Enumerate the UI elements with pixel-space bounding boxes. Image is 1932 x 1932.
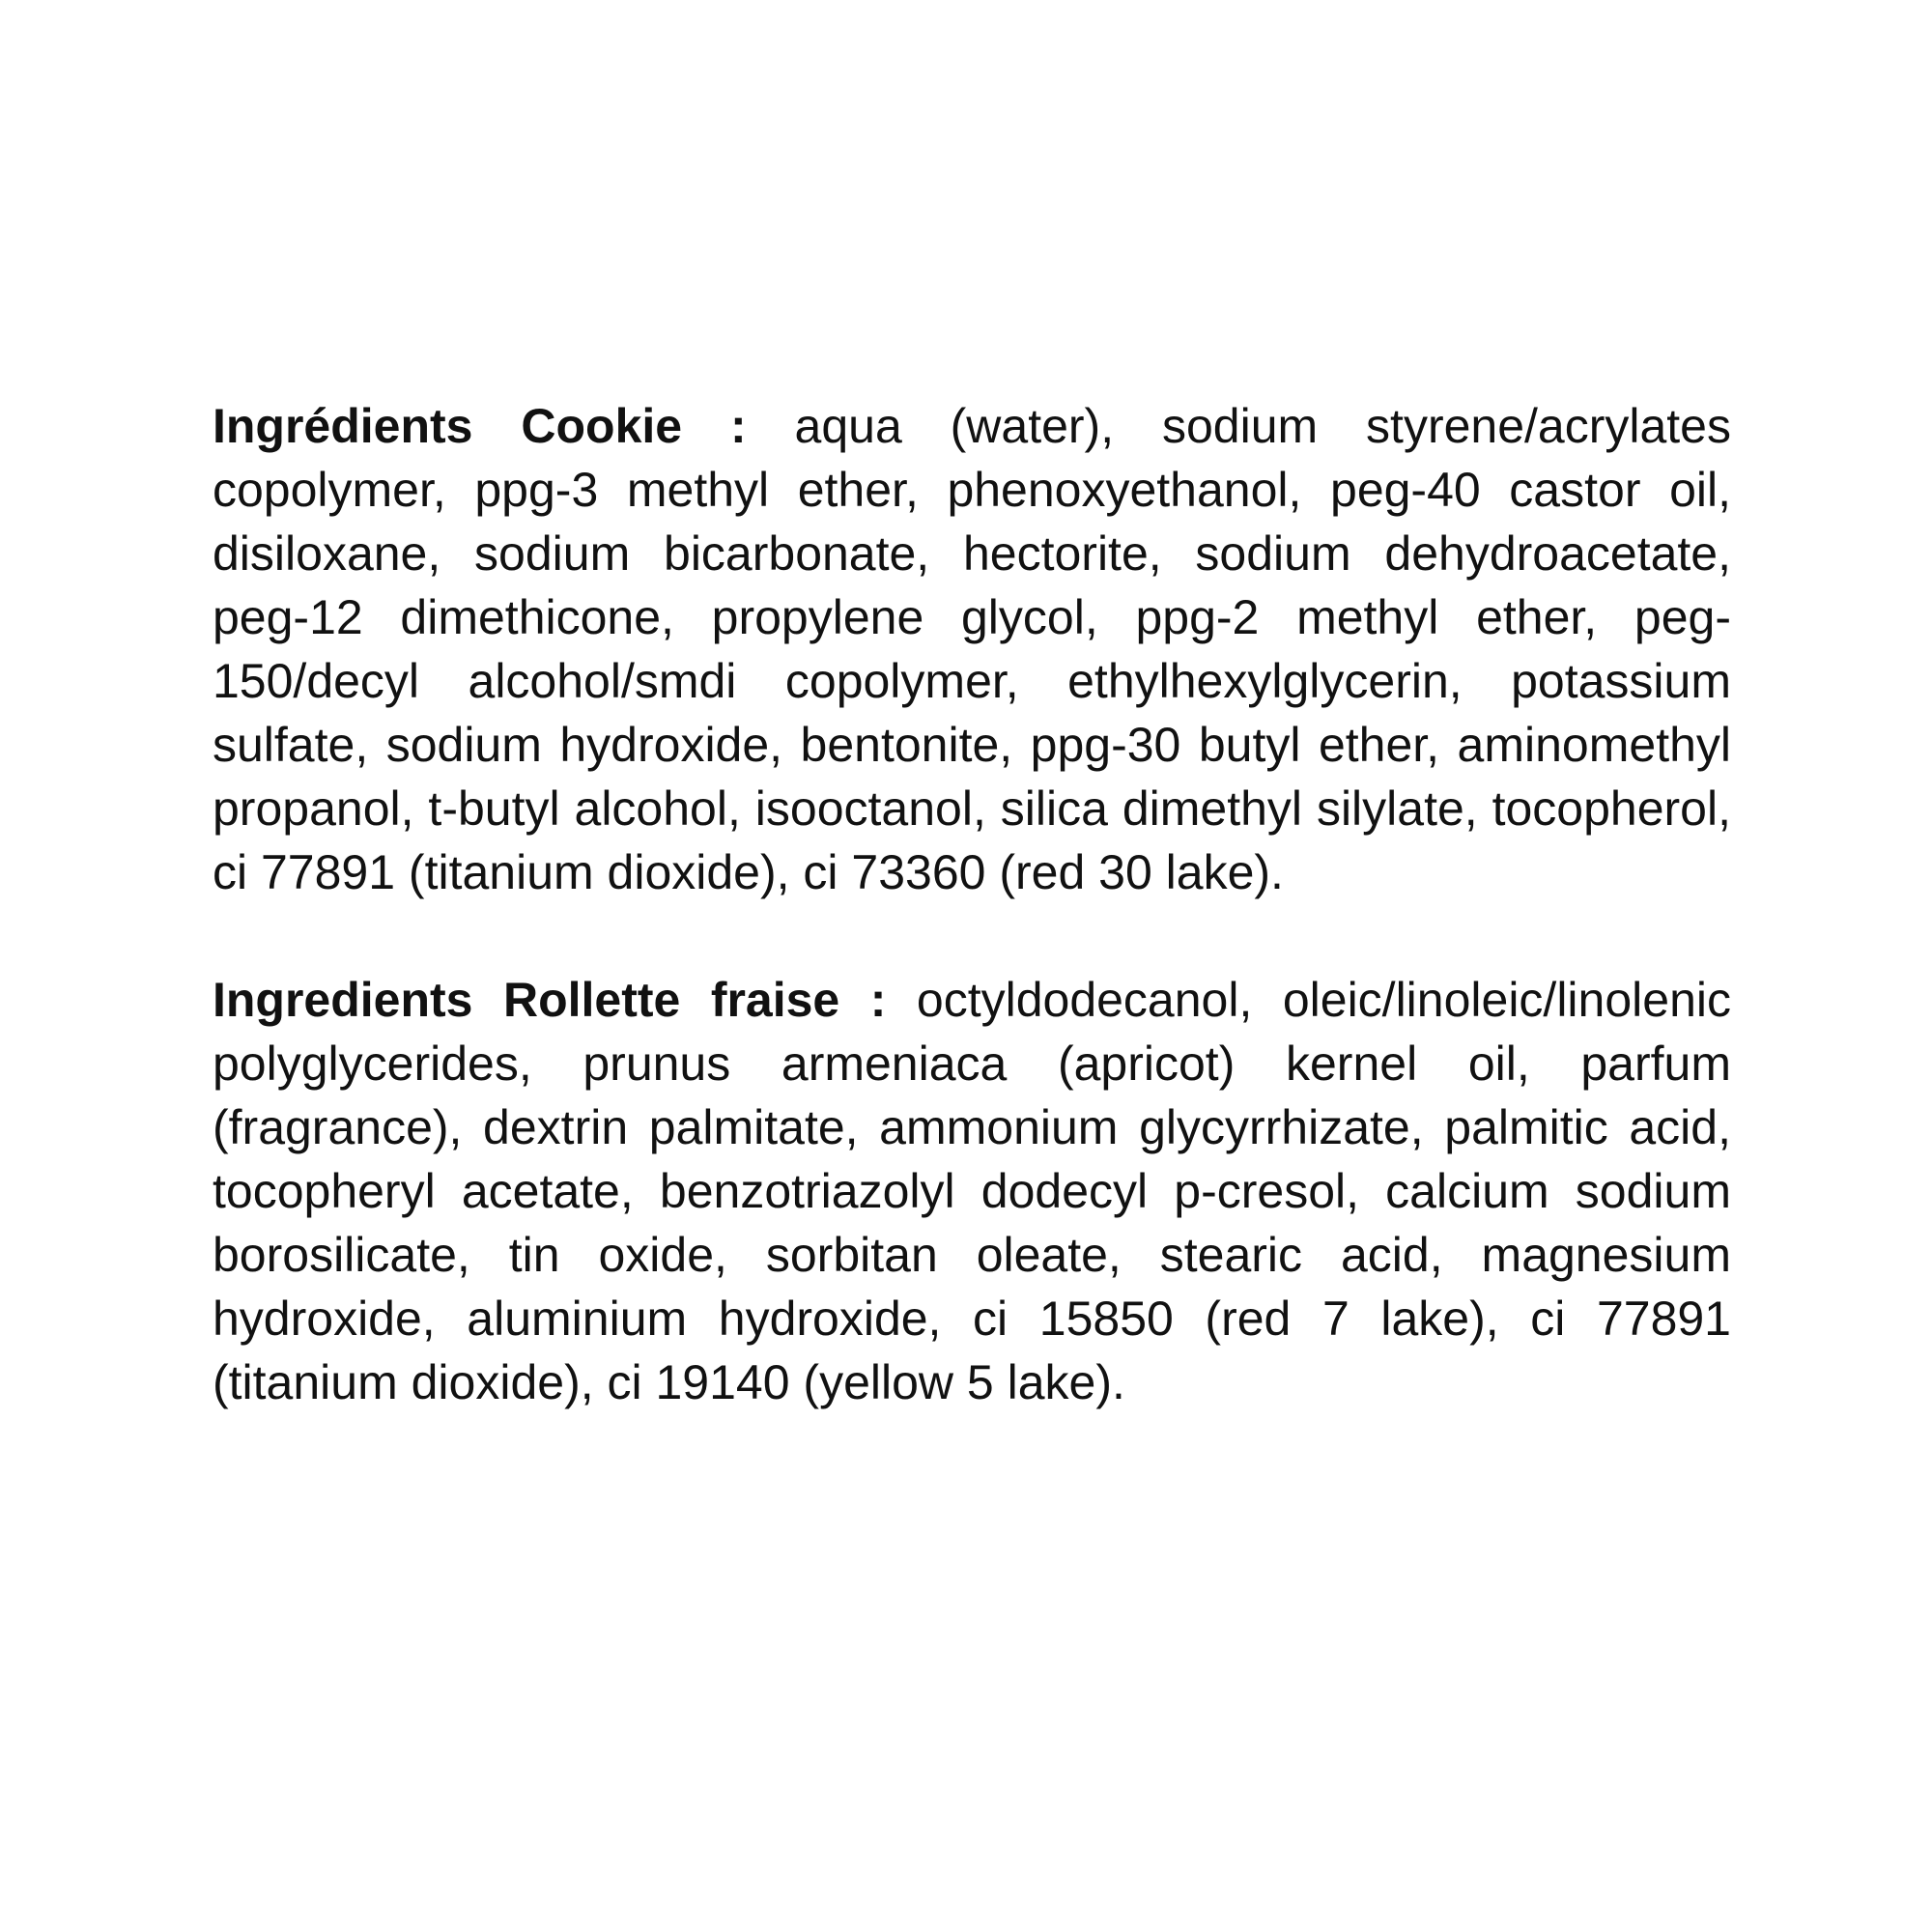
cookie-ingredients-text: aqua (water), sodium styrene/acrylates copolymer, ppg-3 methyl ether, phenoxyethanol, peg-40 castor oil, disiloxane, sodium bicarbonate, hectorite, sodium dehydroacetate, peg-12 dimethicone, propylene glycol, ppg-2 methyl ether, peg-150/decyl alcohol/smdi copolymer, ethylhexylglycerin, potassium sulfate, sodium hydroxide, bentonite, ppg-30 butyl ether, aminomethyl propanol, t-butyl alcohol, isooctanol, silica dimethyl silylate, tocopherol, ci 77891 (titanium dioxide), ci 73360 (red 30 lake). — [213, 399, 1731, 899]
rollette-ingredients-text: octyldodecanol, oleic/linoleic/linolenic polyglycerides, prunus armeniaca (apricot) kernel oil, parfum (fragrance), dextrin palmitate, ammonium glycyrrhizate, palmitic acid, tocopheryl acetate, benzotriazolyl dodecyl p-cresol, calcium sodium borosilicate, tin oxide, sorbitan oleate, stearic acid, magnesium hydroxide, aluminium hydroxide, ci 15850 (red 7 lake), ci 77891 (titanium dioxide), ci 19140 (yellow 5 lake). — [213, 973, 1731, 1409]
ingredients-content — [213, 394, 1731, 1414]
rollette-ingredients-paragraph — [213, 968, 1731, 1414]
rollette-ingredients-label: Ingredients Rollette fraise : — [213, 973, 887, 1027]
cookie-ingredients-label: Ingrédients Cookie : — [213, 399, 747, 453]
cookie-ingredients-paragraph — [213, 394, 1731, 904]
